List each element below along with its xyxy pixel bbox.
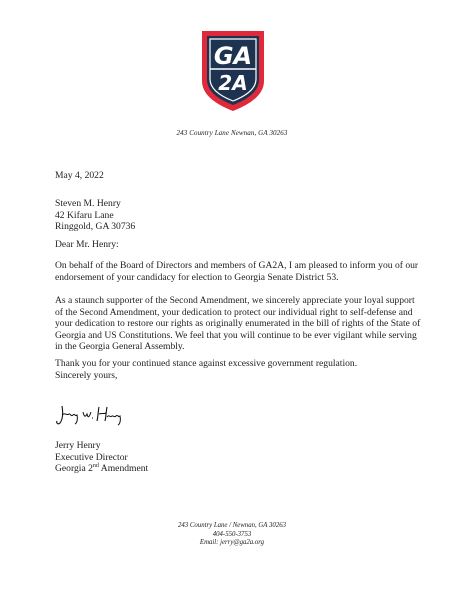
footer-phone: 404-550-3753: [212, 530, 252, 538]
signer-org-sup: nd: [92, 463, 99, 469]
footer: [0, 522, 464, 548]
recipient-street: 42 Kifaru Lane: [55, 209, 114, 221]
paragraph-support: As a staunch supporter of the Second Amendment, we sincerely appreciate your loyal support of the Second Amendment, your dedication to protect our individual right to self-defense and your dedication to restore our rights as originally enumerated in the bill of rights of the State of Georgia and US Constitutions. We feel that you will continue to be ever vigilant while serving in the Georgia General Assembly.: [55, 295, 421, 353]
footer-address: 243 Country Lane / Newnan, GA 30263: [177, 522, 287, 529]
recipient-city: Ringgold, GA 30736: [55, 221, 136, 233]
ga2a-logo: [198, 29, 268, 113]
signer-org-prefix: Georgia 2: [55, 463, 93, 475]
letter-date: May 4, 2022: [55, 170, 104, 181]
signer-title: Executive Director: [55, 451, 128, 463]
closing: Sincerely yours,: [55, 370, 118, 381]
paragraph-thanks: Thank you for your continued stance against excessive government regulation.: [55, 358, 358, 369]
header-address: 243 Country Lane Newnan, GA 30263: [176, 129, 288, 137]
logo-top-text: GA: [213, 42, 253, 70]
salutation: Dear Mr. Henry:: [55, 239, 119, 250]
signature: [54, 403, 124, 427]
footer-email: Email: jerry@ga2a.org: [199, 539, 265, 547]
signer-block: [55, 440, 425, 475]
signer-org: [55, 463, 425, 475]
signer-name: Jerry Henry: [55, 440, 101, 451]
paragraph-endorsement: On behalf of the Board of Directors and members of GA2A, I am pleased to inform you of our endorsement of your candidacy for election to Georgia Senate District 53.: [55, 260, 419, 283]
recipient-name: Steven M. Henry: [55, 198, 121, 209]
signer-org-suffix: Amendment: [98, 463, 149, 475]
logo-bottom-text: 2A: [218, 71, 248, 95]
recipient-block: [55, 198, 425, 233]
